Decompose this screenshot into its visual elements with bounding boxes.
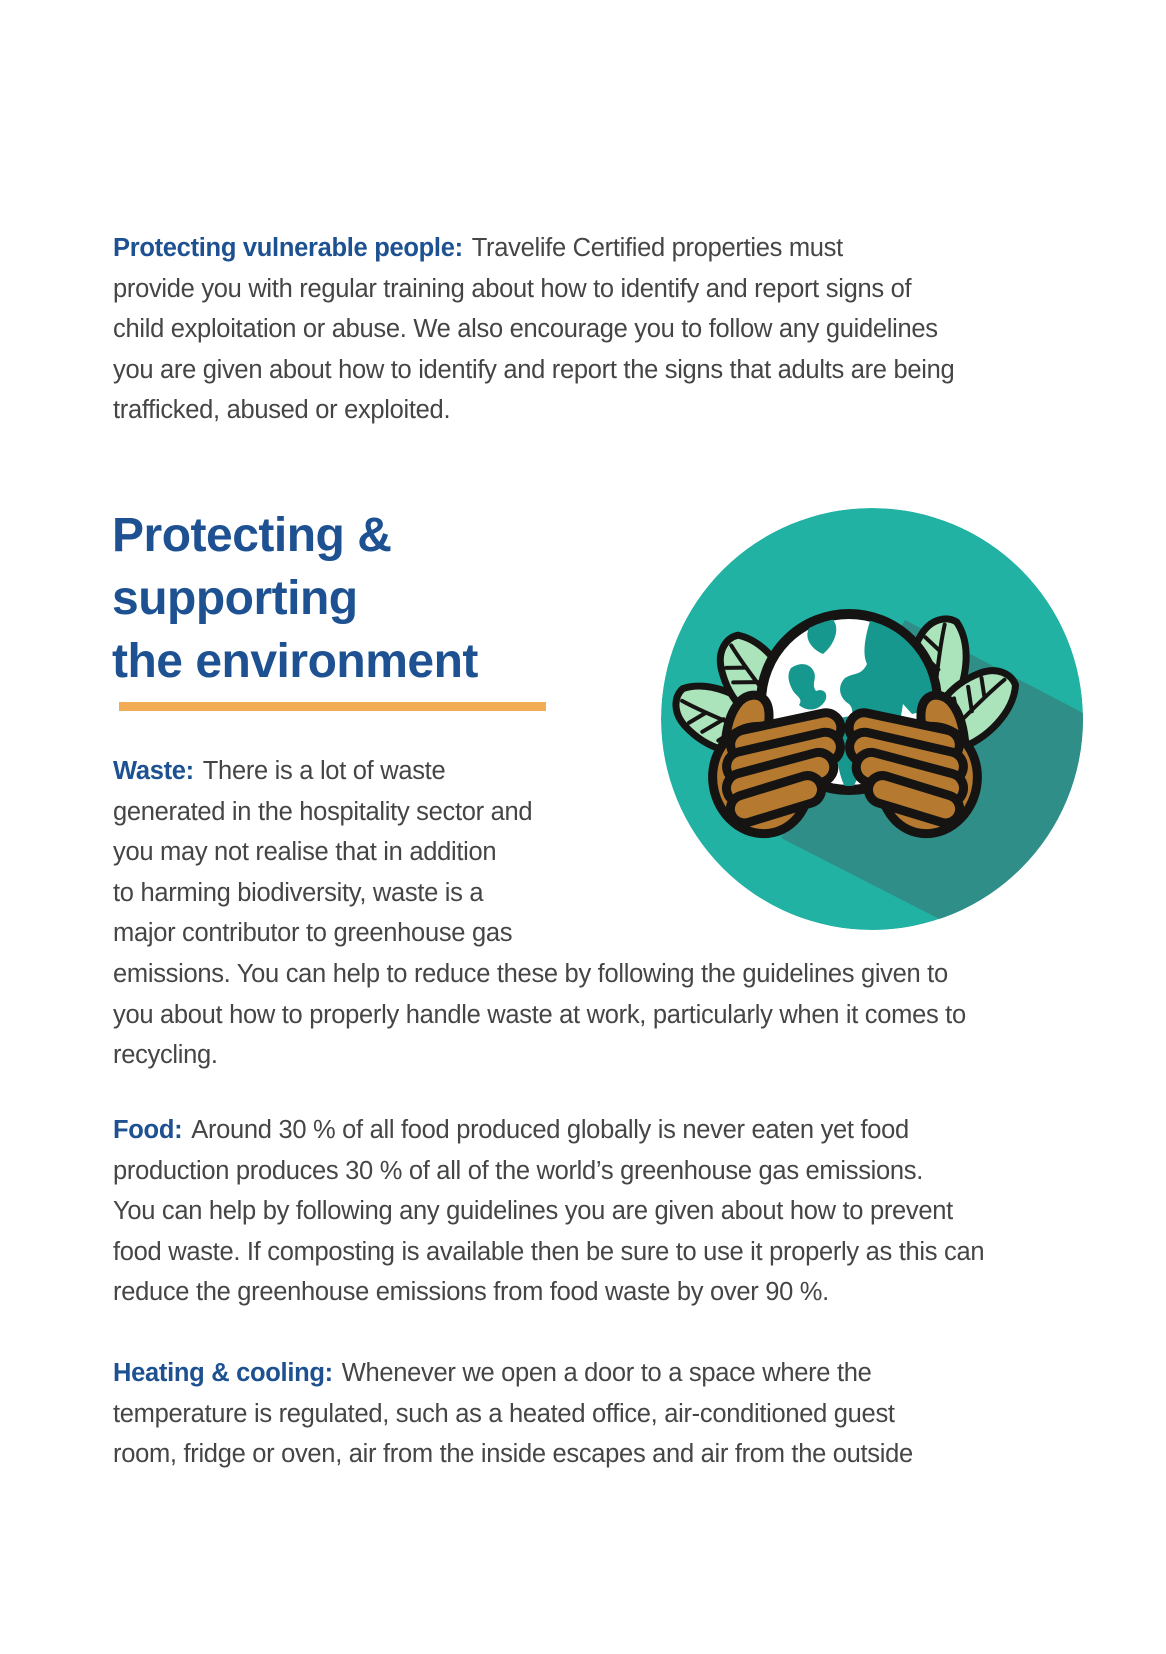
text-line: to harming biodiversity, waste is a bbox=[113, 878, 484, 907]
heating-line-1: Whenever we open a door to a space where the bbox=[341, 1359, 872, 1387]
text-line: emissions. You can help to reduce these by following the guidelines given to bbox=[113, 959, 948, 988]
food-lead: Food: bbox=[113, 1116, 183, 1144]
text-line: generated in the hospitality sector and bbox=[113, 797, 533, 826]
text-line: you about how to properly handle waste at work, particularly when it comes to bbox=[113, 1000, 966, 1029]
intro-lead: Protecting vulnerable people: bbox=[113, 234, 463, 262]
text-line: food waste. If composting is available then be sure to use it properly as this can bbox=[113, 1237, 985, 1266]
food-line-1: Around 30 % of all food produced globally is never eaten yet food bbox=[191, 1116, 909, 1144]
section-heading bbox=[112, 504, 478, 693]
intro-paragraph bbox=[113, 228, 954, 431]
waste-lead: Waste: bbox=[113, 757, 194, 785]
text-line bbox=[113, 1110, 984, 1151]
heating-paragraph bbox=[113, 1353, 913, 1475]
text-line bbox=[113, 1353, 913, 1394]
text-line: you are given about how to identify and report the signs that adults are being bbox=[113, 355, 955, 384]
intro-line-1: Travelife Certified properties must bbox=[471, 234, 843, 262]
waste-line-1: There is a lot of waste bbox=[202, 757, 446, 785]
text-line: trafficked, abused or exploited. bbox=[113, 396, 451, 425]
food-paragraph bbox=[113, 1110, 984, 1313]
text-line: room, fridge or oven, air from the inside escapes and air from the outside bbox=[113, 1440, 913, 1469]
text-line: production produces 30 % of all of the world’s greenhouse gas emissions. bbox=[113, 1156, 924, 1185]
text-line: you may not realise that in addition bbox=[113, 838, 497, 867]
heating-lead: Heating & cooling: bbox=[113, 1359, 333, 1387]
heading-line-2: supporting bbox=[112, 572, 358, 625]
waste-paragraph bbox=[113, 751, 966, 1076]
heading-line-3: the environment bbox=[112, 635, 478, 688]
text-line: major contributor to greenhouse gas bbox=[113, 919, 513, 948]
text-line: reduce the greenhouse emissions from food waste by over 90 %. bbox=[113, 1278, 829, 1307]
text-line: provide you with regular training about how to identify and report signs of bbox=[113, 274, 912, 303]
text-line: child exploitation or abuse. We also encourage you to follow any guidelines bbox=[113, 315, 938, 344]
text-line bbox=[113, 228, 954, 269]
text-line: temperature is regulated, such as a heated office, air-conditioned guest bbox=[113, 1399, 895, 1428]
text-line bbox=[113, 751, 966, 792]
text-line: You can help by following any guidelines you are given about how to prevent bbox=[113, 1197, 953, 1226]
text-line: recycling. bbox=[113, 1041, 218, 1070]
orange-divider-rule bbox=[119, 702, 546, 711]
heading-line-1: Protecting & bbox=[112, 509, 392, 562]
